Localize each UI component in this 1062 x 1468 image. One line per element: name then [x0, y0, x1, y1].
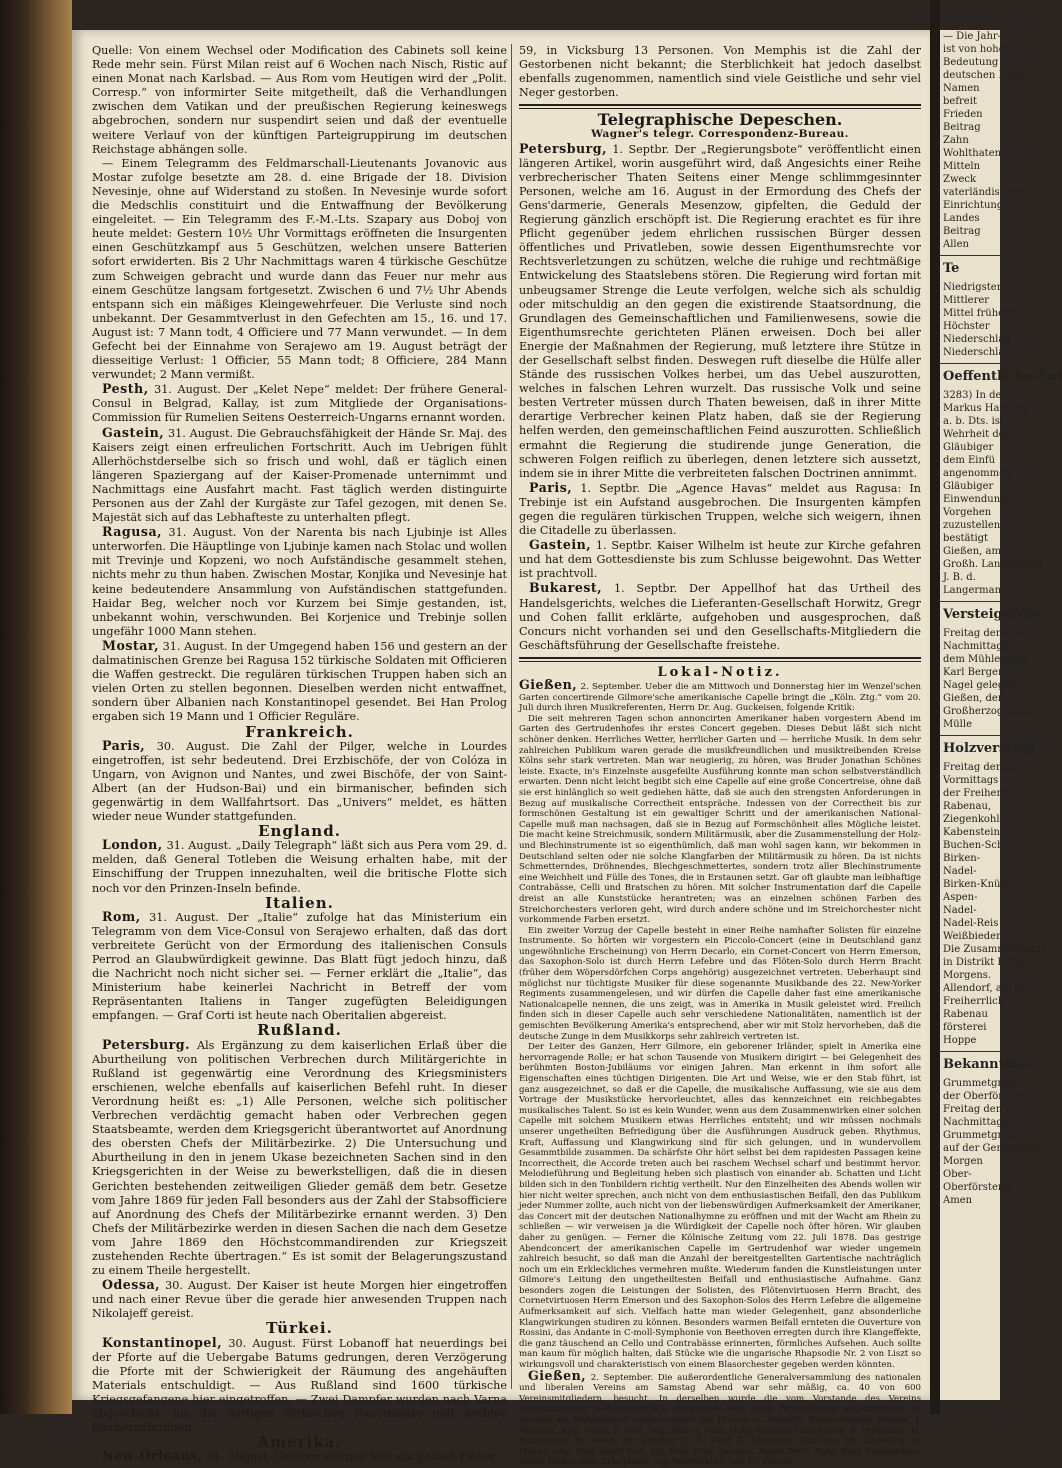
neighbor-line: — Die Jahr- [943, 31, 1002, 42]
article-text: 31. August. Die Gebrauchsfähigkeit der Hände Sr. Maj. des Kaisers zeigt einen erfreulichen Fortschritt. Auch im Uebrigen fühlt Allerhöchstderselbe sich so frisch und wohl, daß er täglich einen längeren Spaziergang auf der Kaiser-Promenade unternimmt und Nachmittags eine Ausfahrt macht. Fast täglich werden distinguirte Personen aus der Zahl der Kurgäste zur Tafel gezogen, mit denen Se. Majestät sich auf das Lebhafteste zu unterhalten pflegt. [92, 426, 507, 525]
article-text: Quelle: Von einem Wechsel oder Modification des Cabinets soll keine Rede mehr sein. Fürst Milan reist auf 6 Wochen nach Nisch, Ristic auf einen Monat nach Karlsbad. — Aus Rom vom Heutigen wird der „Polit. Corresp.“ von informirter Seite mitgetheilt, daß die Verhandlungen zwischen dem Vatikan und der preußischen Regierung keineswegs abgebrochen, sondern nur suspendirt seien und daß der eventuelle weitere Verlauf von der künftigen Parteigruppirung im deutschen Reichstage abhängen solle. [92, 44, 507, 156]
neighbor-line: angenommen [943, 468, 1012, 479]
neighbor-line: Mülle [943, 719, 972, 730]
neighbor-line: Allendorf, am 31. [943, 983, 1031, 994]
article-text: 31. August. In der Umgegend haben 156 und gestern an der dalmatinischen Grenze bei Ragusa 152 türkische Soldaten mit Officieren die Waffen gestreckt. Die regulären türkischen Truppen haben sich an vielen Orten zu stellen begonnen. Dieselben werden nicht entwaffnet, sondern über Albanien nach Konstantinopel gesendet. Bei Han Prolog ergaben sich 19 Mann und 1 Officier Reguläre. [92, 639, 507, 724]
neighbor-line: Niedrigster [943, 282, 1002, 293]
neighbor-line: dem Einfü [943, 455, 996, 466]
neighbor-line: zuzustellen [943, 520, 1001, 531]
neighbor-line: Birken-Knüp [943, 879, 1007, 890]
neighbor-line: Gießen, am [943, 546, 1001, 557]
neighbor-line: auf der Gemarkung [943, 1143, 1043, 1154]
neighbor-line: Landes [943, 213, 980, 224]
telegraph-heading: Telegraphische Depeschen. [597, 110, 843, 130]
neighbor-line: ist von hoher [943, 44, 1010, 55]
neighbor-line: Mitteln [943, 161, 981, 172]
neighbor-line: a. b. Dts. ist [943, 416, 1004, 427]
neighbor-line: Gläubiger [943, 481, 994, 492]
neighbor-line: Rabenau [943, 1009, 988, 1020]
dateline: Paris, [102, 737, 146, 753]
neighbor-line: Vormittags [943, 775, 999, 786]
neighbor-line: Nadel- [943, 905, 977, 916]
newspaper-page [72, 30, 930, 1468]
neighbor-line: Freitag den 6. S [943, 762, 1025, 773]
dateline: Gießen, [528, 1367, 587, 1383]
article-text: 1. Septbr. Der „Regierungsbote“ veröffentlicht einen längeren Artikel, worin ausgeführt wird, daß Angesichts einer Reihe verbrecherischer Thaten Seitens einer Menge schlimmgesinnter Personen, welche am 16. August in der Ermordung des Chefs der Gens'darmerie, Generals Mesenzow, gipfelten, die Geduld der Regierung gänzlich erschöpft ist. Die Regierung erachtet es für ihre Pflicht gegenüber jedem ehrlichen russischen Bürger dessen öffentliches und Privatleben, sowie dessen Eigenthumsrechte vor Rechtsverletzungen zu schützen, welche die ruhige und rechtmäßige Entwickelung des Staatslebens stören. Die Regierung wird fortan mit unbeugsamer Strenge die Leute verfolgen, welche sich als schuldig oder mitschuldig an den gegen die existirende Staatsordnung, die Grundlagen des Gemeinschaftlichen und Familienwesens, sowie die Eigenthumsrechte gerichteten Plänen erweisen. Doch bei aller Energie der Maßnahmen der Regierung, muß letztere ihre Stütze in der Gesellschaft selbst finden. Deswegen ruft dieselbe die Hülfe aller Stände des russischen Volkes herbei, um das Uebel auszurotten, welches in falschen Lehren wurzelt. Das russische Volk und seine besten Vertreter müssen durch Thaten beweisen, daß in ihrer Mitte derartige Verbrecher keinen Platz haben, daß sie der Regierung helfen werden, den gemeinschaftlichen Feind auszurotten. Schließlich ermahnt die Regierung die studirende junge Generation, die schweren Folgen reiflich zu überlegen, denen letztere sich aussetzt, indem sie in ihrer Mitte die verbreiteten falschen Doctrinen annimmt. [519, 142, 921, 480]
neighbor-line: Te [943, 261, 960, 276]
left-article [92, 157, 507, 383]
neighbor-line: Grummetgrasv [943, 1078, 1020, 1089]
neighbor-line: bestätigt [943, 533, 989, 544]
article-text: 2. September. Die außerordentliche Generalversammlung des nationalen und liberalen Vereins am Samstag Abend war sehr mäßig, ca. 40 von 600 Vereinsmitgliedern, besucht. In derselben wurde die vom Vorstande des Vereins vorgeschlagene Wahlmännerliste mitgetheilt und nach Besprechung angenommen, es wurden als Wahlmänner vorgeschlagen die Herren G. Demuth, Bürgermeister Bramm, J. Bücking, Aug. Euler, F. Gail, Aug. Heß, J. Haß, Hofg.-Advocat Hirschhorn, F. Hoffmann, H. Homberger, W. Keller, Ph. Kreiling II., L. Kauf, G. Klingspor, Chr. Leo, Ph. Lüdeking, A. Mayer, Aug. Noll, Adolf Noll, Gg. Noll, Prof. Oncken, Anton Petri, Hofg.-Rath Pfannmüller, Anton Ricker, Chr. Schopbach, Gg. Wallenfels I. und Fr. Winter. [519, 1372, 921, 1468]
neighbor-line: Freitag den 6 [943, 1104, 1012, 1115]
neighbor-line: Morgen [943, 1156, 983, 1167]
article-text: 31. August. Der „Italie“ zufolge hat das Ministerium ein Telegramm von dem Vice-Consul von Serajewo erhalten, daß das dort verbreitete Gerücht von der Ermordung des italienischen Consuls Perrod an Glaubwürdigkeit gewinne. Das Blatt fügt jedoch hinzu, daß die Nachricht noch nicht sicher sei. — Ferner erklärt die „Italie“, das Ministerium habe keinerlei Nachricht in Betreff der vom Repräsentanten Italiens in Tanger zugefügten Beleidigungen empfangen. — Graf Corti ist heute nach Oberitalien abgereist. [92, 910, 507, 1023]
article-text: Die seit mehreren Tagen schon annoncirten Amerikaner haben vorgestern Abend im Garten des Gertrudenhofes ihr erstes Concert gegeben. Dieses Debut läßt sich nicht schöner denken. Herrliches Wetter, herrlicher Garten und — herrliche Musik. In dem sehr zahlreichen Publikum waren gerade die musikfreundlichen und musiktreibenden Kreise Kölns sehr stark vertreten. Man war neugierig, zu hören, was Bruder Jonathan Schönes leiste. Exacte, in's Einzelnste ausgefeilte Ausführung konnte man schon selbstverständlich erwarten. Denn nicht leicht begibt sich eine Capelle auf eine große Concertreise, ohne daß sie erst hinlänglich so weit gediehen hätte, daß sie auch den strengsten Anforderungen in Bezug auf musikalische Correctheit entspräche. Indessen von der Correctheit bis zur formschönen Gestaltung ist ein gewaltiger Schritt und der amerikanischen National-Capelle muß man nachsagen, daß sie in Bezug auf Formschönheit alles Mögliche leistet. Die macht keine Streichmusik, sondern Militärmusik, aber die Zusammenstellung der Holz- und Blechinstrumente ist so eigenthümlich, daß man wohl sagen kann, wir bekommen in Deutschland selten oder nie solche Klangfarben der Militärmusik zu hören. Da ist nichts Schmetterndes, Dröhnendes, Blechgeschmettertes, sondern trotz aller Blechinstrumente eine Weichheit und Fülle des Tones, die in Erstaunen setzt. Gar oft glaubte man leibhaftige Contrabässe, Celli und Bratschen zu hören. Mit solcher Instrumentation darf die Capelle dreist an alle Kunststücke herantreten; was an einzelnen schönen Farben des Streichorchesters verloren geht, wird durch andere schöne und im Streichorchester nicht vorkommende Farben ersetzt. [519, 713, 921, 926]
neighbor-line: Holzversteig [943, 741, 1035, 756]
left-article [92, 1336, 507, 1436]
neighbor-line: Aspen- [943, 892, 978, 903]
neighbor-line: Rabenau, [943, 801, 992, 812]
left-article [92, 739, 507, 825]
neighbor-line: Versteigerung [943, 607, 1046, 622]
neighbor-line: Wohlthaten [943, 148, 1002, 159]
article-text: 30. August. Der Kaiser ist heute Morgen hier eingetroffen und nach einer Revue über die gerade hier anwesenden Truppen nach Nikolajeff gereist. [92, 1279, 507, 1321]
neighbor-line: Nadel- [943, 866, 977, 877]
neighbor-line: Langermann [943, 585, 1008, 596]
telegraph-list [519, 142, 921, 653]
article-text: 31. August. „Daily Telegraph“ läßt sich aus Pera vom 29. d. melden, daß General Totleben die Weisung erhalten habe, mit der Einschiffung der Truppen innezuhalten, weil die britische Flotte sich noch vor den Prinzen-Inseln befinde. [92, 839, 507, 895]
neighbor-rule [940, 255, 1000, 256]
left-article [92, 525, 507, 639]
dateline: Konstantinopel, [102, 1334, 223, 1350]
neighbor-line: Grummetgras [943, 1130, 1014, 1141]
article-text: Als Ergänzung zu dem kaiserlichen Erlaß über die Aburtheilung von politischen Verbrechen durch Militärgerichte in Rußland ist gegenwärtig eine Verordnung des Kriegsministers erschienen, welche ebenfalls auf kaiserlichen Befehl ruht. In dieser Verordnung heißt es: „1) Alle Personen, welche sich politischer Verbrechen verdächtig gemacht haben oder Verbrechen gegen Staatsbeamte, werden dem Kriegsgericht überantwortet auf Anordnung des obersten Chefs der Militärbezirke. 2) Die Untersuchung und Aburtheilung in den in jenem Ukase bezeichneten Sachen sind in den Kriegsgerichten in der Weise zu bewerkstelligen, daß die in diesen Gerichten bestehenden zeitweiligen Glieder gemäß dem betr. Gesetze vom Jahre 1869 für jeden Fall besonders aus der Zahl der Stabsofficiere auf Anordnung des Chefs der Militärbezirke ernannt werden. 3) Den Chefs der Militärbezirke werden in diesen Sachen die nach dem Gesetze vom Jahre 1869 den Höchstcommandirenden zur Kriegszeit zustehenden Rechte übertragen.“ Es ist somit der Belagerungszustand zu einem Theile hergestellt. [92, 1038, 507, 1278]
dateline: Pesth, [102, 381, 149, 397]
dateline: Gastein, [529, 537, 592, 553]
neighbor-line: Amen [943, 1195, 973, 1206]
book-binding [0, 0, 72, 1414]
dateline: Paris, [529, 479, 573, 495]
neighbor-rule [940, 363, 1000, 364]
neighbor-line: Beitrag [943, 122, 981, 133]
left-article [92, 838, 507, 895]
neighbor-line: Gläubiger [943, 442, 994, 453]
neighbor-rule [940, 601, 1000, 602]
left-article [92, 1449, 507, 1464]
article-text: 31. August. Gestern starben hier am gelben Fieber [202, 1450, 497, 1464]
neighbor-line: Frieden [943, 109, 983, 120]
left-section-heading: Amerika. [257, 1433, 342, 1452]
left-section-heading: Rußland. [257, 1021, 342, 1040]
neighbor-line: Oeffentliche Auf [943, 369, 1062, 384]
left-article [92, 382, 507, 425]
neighbor-line: Gießen, den 2. [943, 693, 1017, 704]
dateline: Bukarest, [529, 580, 603, 596]
neighbor-line: Oberförsterei [943, 1182, 1012, 1193]
article-text: 1. Septbr. Die „Agence Havas“ meldet aus Ragusa: In Trebinje ist ein Aufstand ausgebrochen. Die Insurgenten kämpfen gegen die regulären türkischen Truppen, welche sich weigern, ihnen die Citadelle zu überlassen. [519, 481, 921, 538]
article-text: 1. Septbr. Der Appellhof hat das Urtheil des Handelsgerichts, welches die Lieferanten-Gesellschaft Horwitz, Gregr und Cohen fallit erklärte, aufgehoben und ausgesprochen, daß Concurs nicht vorhanden sei und den Gesellschafts-Mitgliedern die Geschäftsführung der Gesellschafte freistehe. [519, 582, 921, 652]
neighbor-line: Zweck [943, 174, 977, 185]
neighbor-line: vaterländischen [943, 187, 1025, 198]
neighbor-line: in Distrikt Holzer [943, 957, 1032, 968]
neighbor-rule [940, 735, 1000, 736]
telegraph-article [519, 481, 921, 538]
lokal-heading: Lokal-Notiz. [657, 664, 783, 680]
left-column [92, 44, 507, 1464]
adjacent-page-fragment [940, 30, 1062, 1400]
left-section-heading: England. [258, 822, 341, 841]
neighbor-line: Wehrheit der [943, 429, 1010, 440]
neighbor-line: Freiherrlich [943, 996, 1005, 1007]
neighbor-line: Niederschlag [943, 334, 1011, 345]
lokal-article [519, 1042, 921, 1370]
lokal-article [519, 1367, 921, 1468]
neighbor-line: Allen [943, 239, 969, 250]
section-rule [519, 657, 921, 662]
neighbor-line: Ziegenkohl, [943, 814, 1003, 825]
left-article [92, 639, 507, 725]
neighbor-rule [940, 1051, 1000, 1052]
left-section-heading: Türkei. [266, 1319, 333, 1338]
left-article [92, 1278, 507, 1321]
neighbor-line: Großherzogliches [943, 706, 1033, 717]
article-text: — Einem Telegramm des Feldmarschall-Lieutenants Jovanovic aus Mostar zufolge besetzte am 28. d. eine Brigade der 18. Division Nevesinje, ohne auf Widerstand zu stoßen. In Nevesinje wurde sofort die Medschlis constituirt und die Entwaffnung der Bevölkerung eingeleitet. — Ein Telegramm des F.-M.-Lts. Szapary aus Doboj von heute meldet: Gestern 10½ Uhr Vormittags eröffneten die Insurgenten einen Geschützkampf aus 5 Geschützen, welchen unsere Batterien sofort erwiderten. Bis 2 Uhr Nachmittags waren 4 türkische Geschütze zum Schweigen gebracht und wurde dann das Feuer nur mehr aus einem Geschütze langsam fortgesetzt. Zwischen 6 und 7½ Uhr Abends entspann sich ein mäßiges Kleingewehrfeuer. Die Verluste sind noch unbekannt. Der Gesammtverlust in den Gefechten am 15., 16. und 17. August ist: 7 Mann todt, 4 Officiere und 77 Mann verwundet. — In dem Gefecht bei der Einnahme von Serajewo am 19. August beträgt der diesseitige Verlust: 1 Officier, 55 Mann todt; 8 Officiere, 284 Mann verwundet; 2 Mann vermißt. [92, 156, 507, 382]
right-intro: 59, in Vicksburg 13 Personen. Von Memphis ist die Zahl der Gestorbenen nicht bekannt; die Sterblichkeit hat jedoch daselbst ebenfalls zugenommen, namentlich sind viele Geistliche und sehr viel Neger gestorben. [519, 44, 921, 100]
neighbor-line: Einwendung [943, 494, 1007, 505]
neighbor-line: Vorgehen [943, 507, 992, 518]
neighbor-line: Namen [943, 83, 980, 94]
telegraph-subheading: Wagner's telegr. Correspondenz-Bureau. [591, 128, 849, 141]
lokal-list [519, 677, 921, 1468]
neighbor-line: Mittel früherer [943, 308, 1020, 319]
telegraph-article [519, 142, 921, 481]
neighbor-line: försterei [943, 1022, 987, 1033]
dateline: Mostar, [102, 637, 160, 653]
article-text: Der Leiter des Ganzen, Herr Gilmore, ein geborener Irländer, spielt in Amerika eine hervorragende Rolle; er hat schon Tausende von Musikern dirigirt — bei Gelegenheit des berühmten Boston-Jubiläums vor einigen Jahren. Man erkennt in ihm sofort alle Eigenschaften eines tüchtigen Dirigenten. Die Art und Weise, wie er den Stab führt, ist ganz ausgezeichnet, so daß er die Capelle, die musikalische Auffassung, wie sie aus dem Vortrage der Musikstücke hervorleuchtet, alles das kennzeichnet ein reichbegabtes musikalisches Talent. So ist es kein Wunder, wenn aus dem Zusammenwirken einer solchen Capelle mit solchem Musikern etwas Herrliches entsteht; und wir müssen nochmals unserer ungetheilten Befriedigung über die Ausführungen Ausdruck geben. Rhythmus, Kraft, Auffassung und Klangwirkung sind für sich gelungen, und in wundervollem Gesammtbilde zusammen. Da schärfste Ohr hört selbst bei dem rapidesten Passagen keine Incorrectheit, die Accorde treten auch bei raschem Wechsel scharf und bestimmt hervor. Melodieführung und Begleitung heben sich plastisch von einander ab. Schatten und Licht bilden sich in den Tonbildern richtig vertheilt. Nur den Einzelheiten des Abends wollen wir hier nicht weiter sprechen, auch nicht von dem enthusiastischen Beifall, den das Publikum jeder Nummer zollte, auch nicht von der liebenswürdigen Aufmerksamkeit der Amerikaner, das Concert mit der deutschen Nationalhymne zu eröffnen und mit der Wacht am Rhein zu schließen — wir verweisen ja die Würdigkeit der Capelle noch öfter hören. Wir glauben daher zu genügen. — Ferner die Kölnische Zeitung vom 22. Juli 1878. Das gestrige Abendconcert der amerikanischen Capelle im Gertrudenhof war wieder ungemein zahlreich besucht, so daß man die Anzahl der bereitgestellten Gartentische nachträglich noch um ein Erkleckliches vermehren mußte. Wiederum fanden die Kunstleistungen unter Gilmore's Leitung den ungetheiltesten Beifall und enthusiastische Aufnahme. Ganz besonders zogen die Leistungen der Solisten, des Flötenvirtuosen Herrn Bracht, des Cornetvirtuosen Herrn Emerson und des Saxophon-Solos des Herrn Lefebre die allgemeine Aufmerksamkeit auf sich. Vielfach hatte man wieder Gelegenheit, ganz absonderliche Klangwirkungen studiren zu können. Besonders warmen Beifall ernteten die Ouverture von Rossini, das Andante in C-moll-Symphonie von Beethoven erregten durch ihre Klangeffekte, die ganz täuschend an Cello und Contrabässe erinnerten, förmliches Aufsehen. Auch sollte man kaum für möglich halten, daß Stücke wie die ungarische Rhapsodie Nr. 2 von Liszt so wirkungsvoll und charakteristisch von einem Blasorchester gegeben werden könnten. [519, 1042, 921, 1371]
neighbor-line: Die Zusammenkunft [943, 944, 1046, 955]
neighbor-line: der Freiherrl. [943, 788, 1013, 799]
neighbor-line: Birken- [943, 853, 981, 864]
neighbor-line: deutschen Lande [943, 70, 1030, 81]
neighbor-line: befreit [943, 96, 977, 107]
article-text: 30. August. Fürst Lobanoff hat neuerdings bei der Pforte auf die Uebergabe Batums gedrungen, deren Verzögerung die Pforte mit der Schwierigkeit der Räumung des angehäuften Materials entschuldigt. — Aus Rußland sind 1600 türkische Kriegsgefangene hier eingetroffen. — Zwei Dampfer wurden nach Varna abgeschickt, um die dortigen türkischen Functionäre und Archive hierherzubringen. [92, 1336, 507, 1435]
dateline: Gastein, [102, 424, 165, 440]
dateline: Ragusa, [102, 524, 163, 540]
neighbor-line: der Oberförsterei [943, 1091, 1033, 1102]
neighbor-line: Niederschlag [943, 347, 1011, 358]
left-article [92, 1038, 507, 1279]
left-article [92, 44, 507, 157]
dateline: Rom, [102, 908, 141, 924]
left-section-heading: Italien. [265, 893, 334, 912]
neighbor-line: Beitrag [943, 226, 981, 237]
left-section-heading: Frankreich. [245, 722, 354, 741]
neighbor-line: Einrichtung [943, 200, 1004, 211]
article-text: Ein zweiter Vorzug der Capelle besteht in einer Reihe namhafter Solisten für einzelne Instrumente. So hörten wir vorgestern ein Piccolo-Concert (eine in Deutschland ganz ungewöhnliche Erscheinung) von Herrn Decarlo, ein Cornet-Concert von Herrn Emerson, das Saxophon-Solo ist durch Herrn Lefebre und das Flöten-Solo durch Herrn Bracht (früher dem Wöpersdörfchen Corps angehörig) ausgezeichnet vertreten. Ueberhaupt sind möglichst nur tüchtigste Musiker für diese sogenannte Musikbande des 22. New-Yorker Regiments zusammengelesen, und wir dürfen die Capelle daher fast eine amerikanische Nationalcapelle nennen, die uns zeigt, was in Amerika in Musik geleistet wird. Freilich finden sich in dieser Capelle auch sehr verschiedene Nationalitäten, namentlich ist der gemischten Bevölkerung Amerika's entsprechend, aber wir mit Stolz hervorheben, daß die deutsche Zunge in dem Musikkorps sehr zahlreich vertreten ist. [519, 925, 921, 1042]
article-text: 31. August. Der „Kelet Nepe“ meldet: Der frühere General-Consul in Belgrad, Kallay, ist zum Mitgliede der Organisations-Commission für Rumelien Seitens Oesterreich-Ungarns ernannt worden. [92, 383, 507, 425]
neighbor-line: Morgens. [943, 970, 992, 981]
neighbor-line: Markus Hammer [943, 403, 1030, 414]
dateline: Gießen, [519, 677, 578, 693]
telegraph-article [519, 581, 921, 652]
neighbor-line: 3283) In der [943, 390, 1007, 401]
left-article [92, 910, 507, 1024]
article-text: 31. August. Von der Narenta bis nach Ljubinje ist Alles unterworfen. Die Häuptlinge von Ljubinje kamen nach Stolac und wollen mit Trevinje und Kopzeni, wo noch Aufständische gesammelt stehen, nichts mehr zu thun haben. Zwischen Mostar, Konjika und Nevesinje hat keine bedeutendere Ansammlung von Aufständischen stattgefunden. Haidar Beg, welcher noch vor Kurzem bei Simje gestanden, ist, unbekannt wohin, verschwunden. Bei Korjenice und Trebinje sollen ungefähr 1000 Mann stehen. [92, 526, 507, 638]
dateline: New-Orleans, [102, 1448, 203, 1464]
neighbor-line: Höchster [943, 321, 990, 332]
neighbor-line: Großh. Landgericht [943, 559, 1044, 570]
neighbor-line: Bedeutung [943, 57, 999, 68]
neighbor-line: dem Mühlenhofe [943, 654, 1029, 665]
neighbor-line: Karl Berger [943, 667, 1003, 678]
lokal-article [519, 714, 921, 926]
neighbor-line: Nadel-Reis [943, 918, 999, 929]
neighbor-line: Mittlerer [943, 295, 990, 306]
right-column [519, 44, 921, 1468]
neighbor-line: Ober- [943, 1169, 972, 1180]
neighbor-line: Nagel gelegen [943, 680, 1017, 691]
left-article [92, 426, 507, 526]
neighbor-line: Freitag den 6. S [943, 628, 1025, 639]
article-text: 1. Septbr. Kaiser Wilhelm ist heute zur Kirche gefahren und hat dem Gottesdienste bis zum Schlusse beigewohnt. Das Wetter ist prachtvoll. [519, 539, 921, 581]
lokal-article [519, 926, 921, 1043]
dateline: London, [102, 837, 163, 853]
neighbor-line: Nachmittags [943, 641, 1008, 652]
telegraph-article [519, 538, 921, 581]
dateline: Petersburg, [519, 140, 607, 156]
dateline: Petersburg. [102, 1036, 190, 1052]
section-rule [519, 104, 921, 109]
lokal-article [519, 677, 921, 714]
column-divider [511, 44, 512, 1389]
dateline: Odessa, [102, 1277, 161, 1293]
article-text: 2. September. Ueber die am Mittwoch und Donnerstag hier im Wenzel'schen Garten concertirende Gilmore'sche amerikanische Capelle bringt die „Köln. Ztg.“ vom 20. Juli durch ihren Musikreferenten, Herrn Dr. Aug. Guckeisen, folgende Kritik: [519, 682, 921, 714]
neighbor-line: Bekanntma [943, 1057, 1027, 1072]
neighbor-line: J. B. d. [943, 572, 976, 583]
neighbor-line: Kabenstein [943, 827, 1000, 838]
article-text: 30. August. Die Zahl der Pilger, welche in Lourdes eingetroffen, ist sehr bedeutend. Drei Erzbischöfe, der von Colóza in Ungarn, von Avignon und Nantes, und zwei Bischöfe, der von Saint-Albert (an der Hudson-Bai) und ein birmanischer, befinden sich gegenwärtig in dem Wallfahrtsort. Das „Univers“ meldet, es hätten wieder neue Wunder stattgefunden. [92, 739, 507, 824]
neighbor-line: Nachmittags [943, 1117, 1008, 1128]
neighbor-line: Hoppe [943, 1035, 977, 1046]
neighbor-line: Buchen-Sch [943, 840, 1004, 851]
neighbor-line: Weißbiedern [943, 931, 1008, 942]
neighbor-line: Zahn [943, 135, 969, 146]
page-gutter [930, 0, 940, 1414]
